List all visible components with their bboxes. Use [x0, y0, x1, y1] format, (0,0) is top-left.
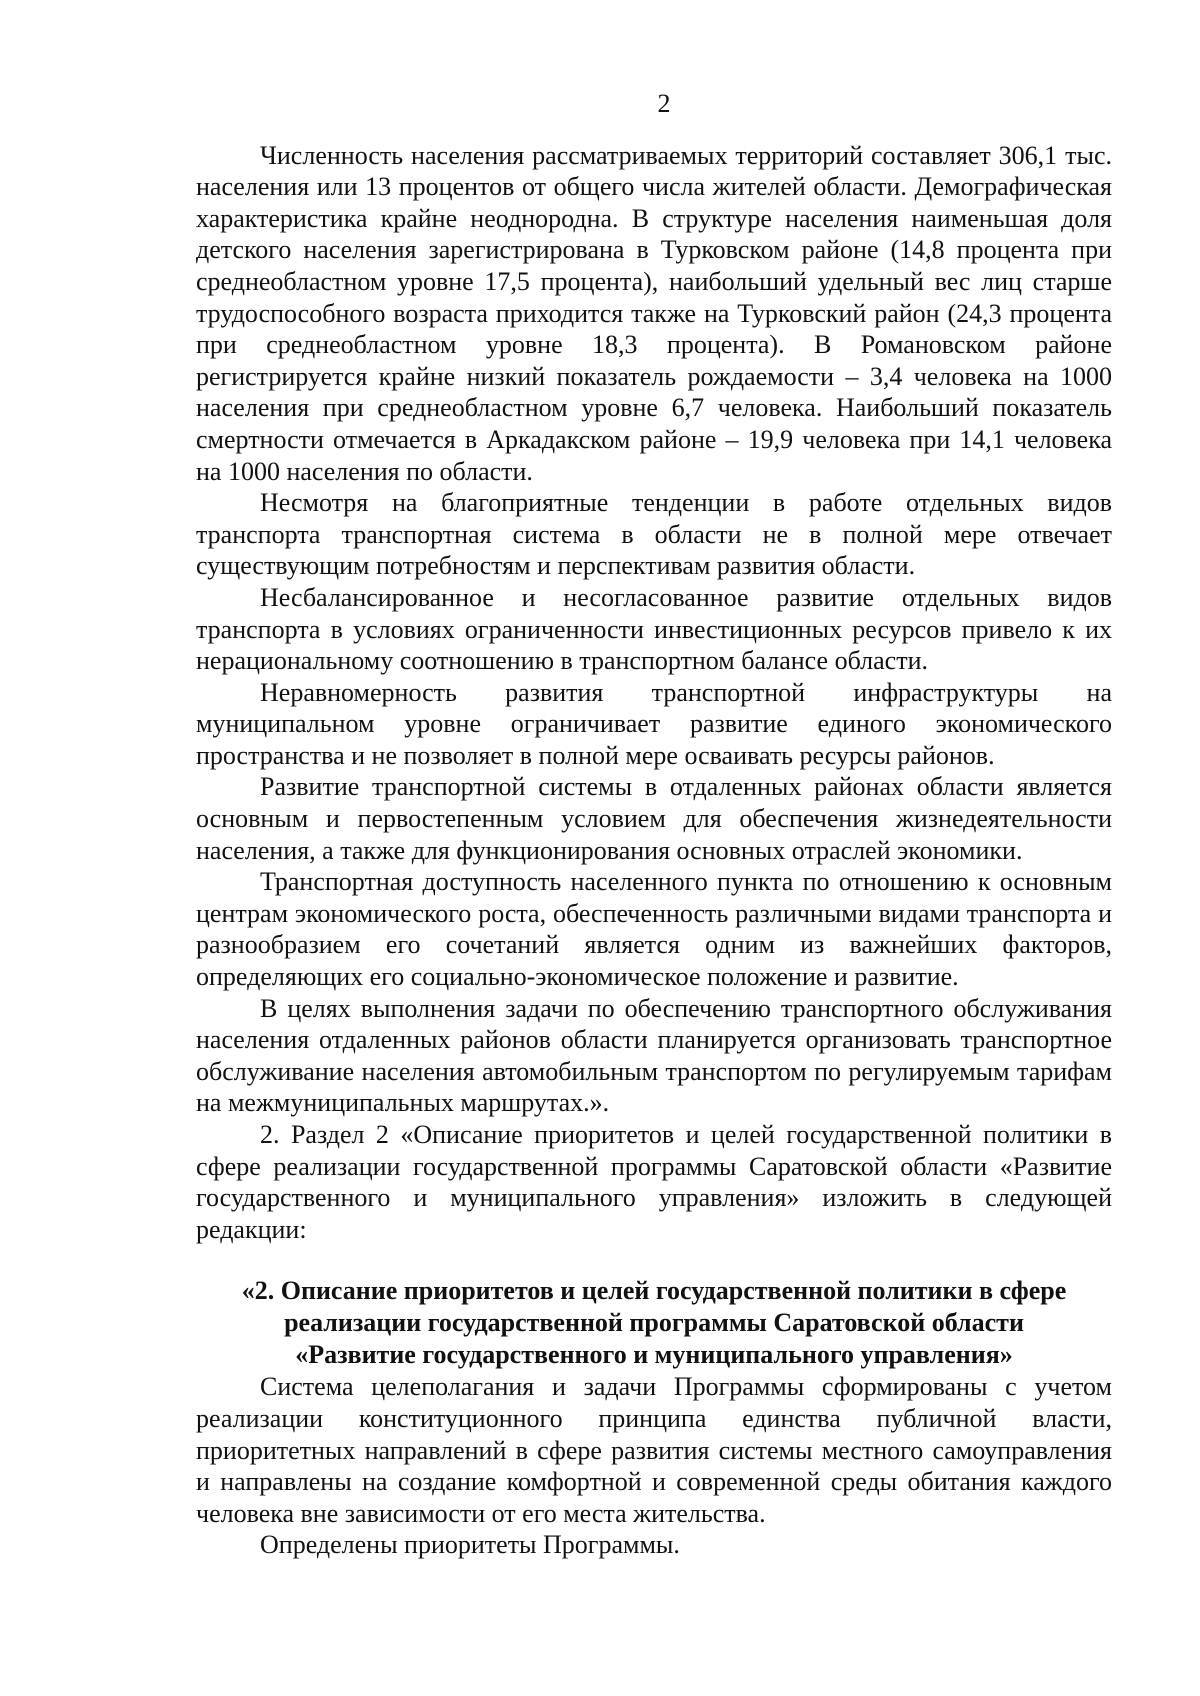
section-heading-line: «2. Описание приоритетов и целей государственной политики в сфере [241, 1276, 1067, 1306]
paragraph-transport-service-goal: В целях выполнения задачи по обеспечению транспортного обслуживания населения отдаленных районов области планируется организовать транспортное обслуживание населения автомобильным транспортом по регулируемым тарифам на межмуниципальных маршрутах.». [196, 993, 1112, 1118]
paragraph-remote-districts: Развитие транспортной системы в отдаленных районах области является основным и первостепенным условием для обеспечения жизнедеятельности населения, а также для функционирования основных отраслей экономики. [196, 772, 1112, 865]
paragraph-transport-trends: Несмотря на благоприятные тенденции в работе отдельных видов транспорта транспортная система в области не в полной мере отвечает существующим потребностям и перспективам развития области. [196, 488, 1112, 581]
paragraph-priorities: Определены приоритеты Программы. [260, 1530, 680, 1560]
page-number: 2 [657, 89, 671, 118]
section-heading-line: «Развитие государственного и муниципального управления» [295, 1340, 1013, 1370]
paragraph-population: Численность населения рассматриваемых территорий составляет 306,1 тыс. населения или 13 процентов от общего числа жителей области. Демографическая характеристика крайне неоднородна. В структуре населения наименьшая доля детского населения зарегистрирована в Турковском районе (14,8 процента при среднеобластном уровне 17,5 процента), наибольший удельный вес лиц старше трудоспособного возраста приходится также на Турковский район (24,3 процента при среднеобластном уровне 18,3 процента). В Романовском районе регистрируется крайне низкий показатель рождаемости – 3,4 человека на 1000 населения при среднеобластном уровне 6,7 человека. Наибольший показатель смертности отмечается в Аркадакском районе – 19,9 человека при 14,1 человека на 1000 населения по области. [196, 140, 1112, 486]
paragraph-unbalanced-development: Несбалансированное и несогласованное развитие отдельных видов транспорта в условиях ограниченности инвестиционных ресурсов привело к их нерациональному соотношению в транспортном балансе области. [196, 582, 1112, 676]
paragraph-section-2-amendment: 2. Раздел 2 «Описание приоритетов и целей государственной политики в сфере реализации государственной программы Саратовской области «Развитие государственного и муниципального управления» изложить в следующей редакции: [196, 1120, 1112, 1244]
paragraph-transport-accessibility: Транспортная доступность населенного пункта по отношению к основным центрам экономического роста, обеспеченность различными видами транспорта и разнообразием его сочетаний является одним из важнейших факторов, определяющих его социально-экономическое положение и развитие. [196, 867, 1112, 992]
section-heading-line: реализации государственной программы Саратовской области [284, 1308, 1024, 1338]
paragraph-uneven-infrastructure: Неравномерность развития транспортной инфраструктуры на муниципальном уровне ограничивает развитие единого экономического пространства и не позволяет в полной мере осваивать ресурсы районов. [196, 677, 1112, 770]
section-heading [196, 1275, 1112, 1371]
paragraph-goal-system: Система целеполагания и задачи Программы сформированы с учетом реализации конституционного принципа единства публичной власти, приоритетных направлений в сфере развития системы местного самоуправления и направлены на создание комфортной и современной среды обитания каждого человека вне зависимости от его места жительства. [196, 1372, 1112, 1528]
document-page [196, 88, 1112, 1561]
